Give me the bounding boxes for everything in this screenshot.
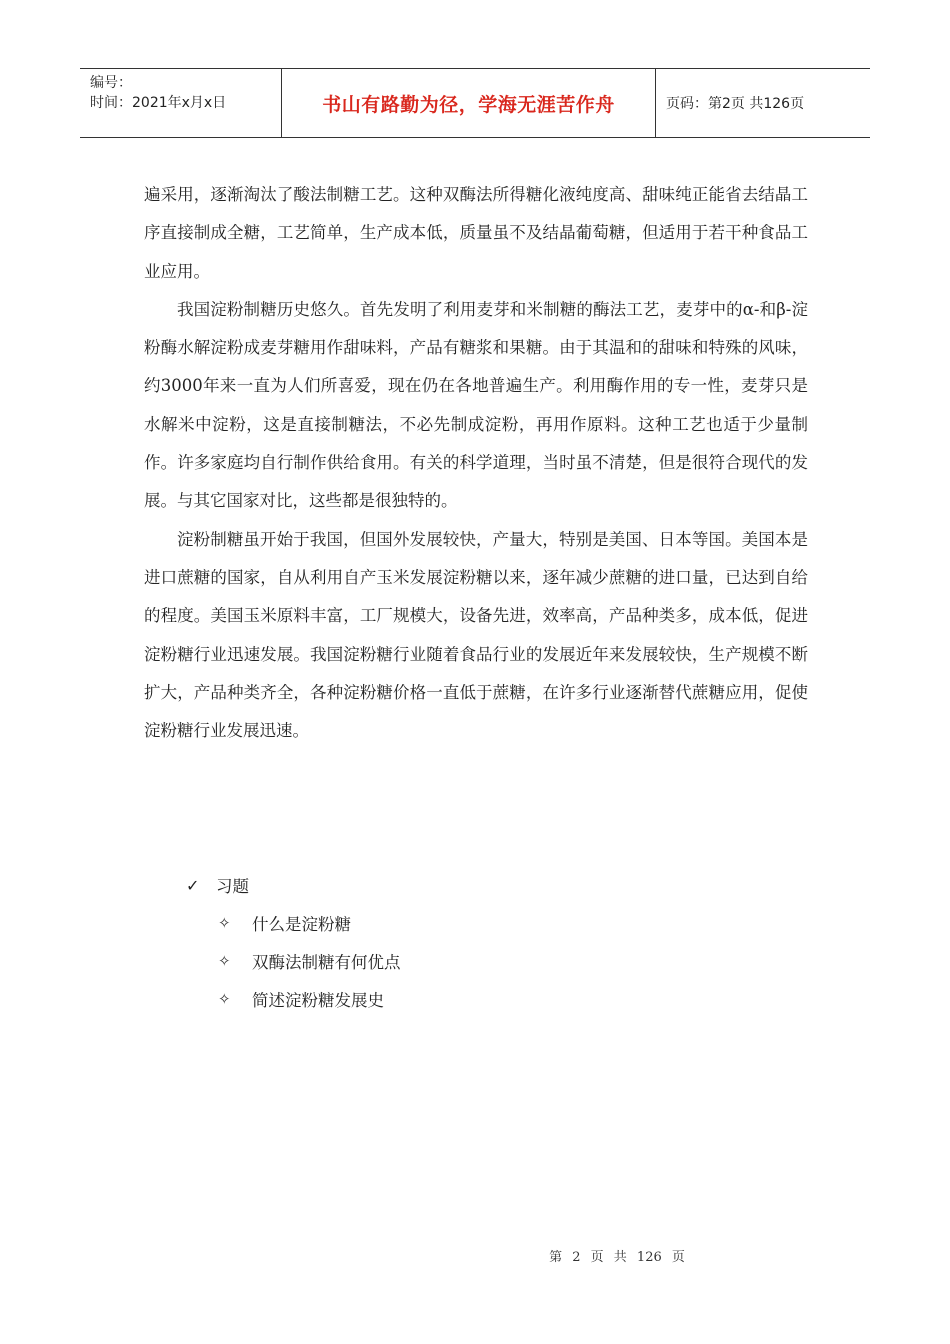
exercise-item-text: 简述淀粉糖发展史: [252, 991, 384, 1010]
paragraph-3: 淀粉制糖虽开始于我国，但国外发展较快，产量大，特别是美国、日本等国。美国本是进口蔗糖的国家，自从利用自产玉米发展淀粉糖以来，逐年减少蔗糖的进口量，已达到自给的程度。美国玉米原料丰富，工厂规模大，设备先进，效率高，产品种类多，成本低，促进淀粉糖行业迅速发展。我国淀粉糖行业随着食品行业的发展近年来发展较快，生产规模不断扩大，产品种类齐全，各种淀粉糖价格一直低于蔗糖，在许多行业逐渐替代蔗糖应用，促使淀粉糖行业发展迅速。: [144, 529, 808, 741]
paragraph-1: 遍采用，逐渐淘汰了酸法制糖工艺。这种双酶法所得糖化液纯度高、甜味纯正能省去结晶工序直接制成全糖，工艺简单，生产成本低，质量虽不及结晶葡萄糖，但适用于若干种食品工业应用。: [144, 185, 808, 281]
four-point-star-icon: ✧: [218, 990, 231, 1008]
page-info: 页码：第2页 共126页: [666, 96, 805, 112]
exercises-heading: [186, 866, 401, 904]
time-label: 时间：2021年x月x日: [90, 95, 227, 111]
motto: 书山有路勤为径，学海无涯苦作舟: [322, 93, 615, 116]
header-motto-cell: [282, 69, 656, 137]
four-point-star-icon: ✧: [218, 952, 231, 970]
exercise-item: [218, 942, 401, 980]
body-text: [144, 176, 808, 750]
exercises-section: [186, 866, 401, 1018]
header-page-info: [656, 69, 870, 137]
exercise-item-text: 双酶法制糖有何优点: [252, 953, 401, 972]
header-meta: [80, 69, 282, 137]
exercise-item-text: 什么是淀粉糖: [252, 915, 351, 934]
header-table: [80, 68, 870, 138]
paragraph-2: 我国淀粉制糖历史悠久。首先发明了利用麦芽和米制糖的酶法工艺，麦芽中的α-和β-淀粉酶水解淀粉成麦芽糖用作甜味料，产品有糖浆和果糖。由于其温和的甜味和特殊的风味，约3000年来一直为人们所喜爱，现在仍在各地普遍生产。利用酶作用的专一性，麦芽只是水解米中淀粉，这是直接制糖法，不必先制成淀粉，再用作原料。这种工艺也适于少量制作。许多家庭均自行制作供给食用。有关的科学道理，当时虽不清楚，但是很符合现代的发展。与其它国家对比，这些都是很独特的。: [144, 299, 808, 511]
checkmark-icon: ✓: [186, 875, 200, 895]
exercises-title: 习题: [216, 877, 249, 896]
number-label: 编号：: [90, 75, 132, 91]
page-footer: 第 2 页 共 126 页: [549, 1250, 685, 1265]
four-point-star-icon: ✧: [218, 914, 231, 932]
exercise-item: [218, 980, 401, 1018]
exercise-item: [218, 904, 401, 942]
